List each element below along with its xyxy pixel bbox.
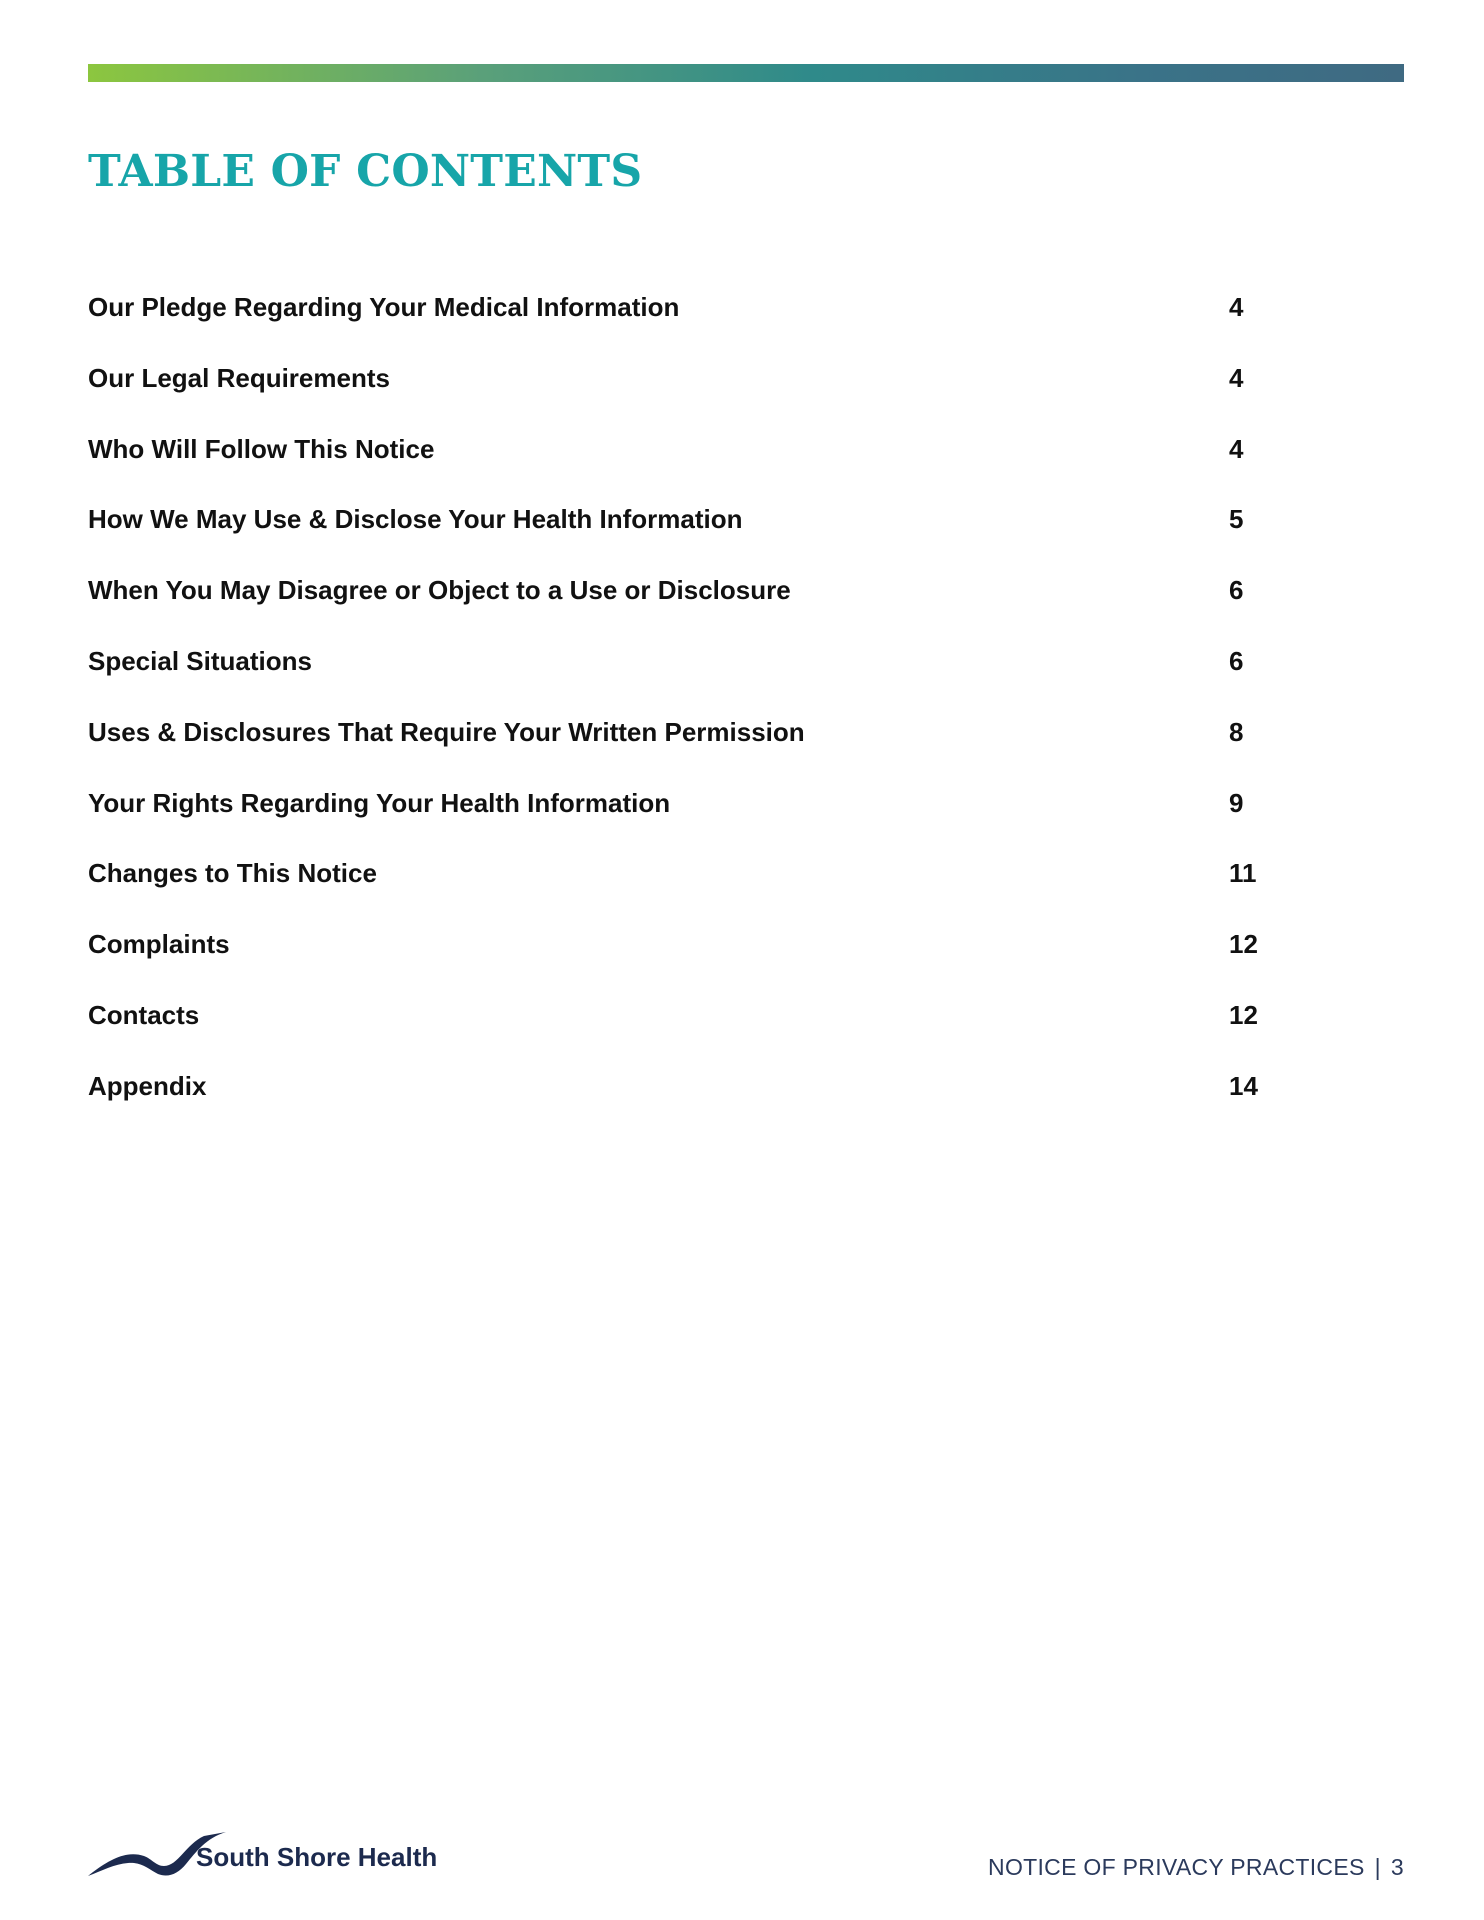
document-title: NOTICE OF PRIVACY PRACTICES bbox=[988, 1854, 1365, 1880]
footer-document-info bbox=[988, 1854, 1404, 1881]
toc-entry-label: Who Will Follow This Notice bbox=[88, 433, 435, 464]
toc-entry-page: 11 bbox=[1229, 858, 1257, 889]
header-gradient-bar bbox=[88, 64, 1404, 82]
toc-entry-label: Uses & Disclosures That Require Your Written Permission bbox=[88, 716, 805, 747]
toc-entry-label: Our Pledge Regarding Your Medical Information bbox=[88, 292, 680, 322]
toc-entry-label: Changes to This Notice bbox=[88, 858, 377, 889]
brand-name: South Shore Health bbox=[196, 1842, 438, 1872]
toc-entry-label: Our Legal Requirements bbox=[88, 362, 390, 393]
footer-logo bbox=[86, 1830, 446, 1880]
toc-entry-label: Special Situations bbox=[88, 645, 312, 676]
toc-entry[interactable] bbox=[88, 569, 1268, 640]
toc-entry[interactable] bbox=[88, 286, 1268, 357]
toc-entry[interactable] bbox=[88, 640, 1268, 711]
toc-entry-page: 6 bbox=[1229, 645, 1244, 676]
toc-entry-page: 9 bbox=[1229, 787, 1244, 818]
toc-entry-label: When You May Disagree or Object to a Use or Disclosure bbox=[88, 575, 791, 606]
toc-entry[interactable] bbox=[88, 923, 1268, 994]
toc-entry-page: 4 bbox=[1229, 362, 1244, 393]
toc-entry-label: Appendix bbox=[88, 1070, 207, 1101]
toc-entry-page: 5 bbox=[1229, 504, 1244, 535]
toc-entry[interactable] bbox=[88, 498, 1268, 569]
toc-entry[interactable] bbox=[88, 428, 1268, 499]
toc-entry-page: 12 bbox=[1229, 999, 1258, 1030]
toc-entry-page: 8 bbox=[1229, 716, 1244, 747]
table-of-contents bbox=[88, 286, 1268, 1136]
page-number: 3 bbox=[1390, 1854, 1404, 1880]
toc-entry-page: 12 bbox=[1229, 929, 1258, 960]
toc-entry[interactable] bbox=[88, 994, 1268, 1065]
footer-separator: | bbox=[1374, 1854, 1381, 1880]
toc-entry[interactable] bbox=[88, 852, 1268, 923]
toc-entry-page: 14 bbox=[1229, 1070, 1258, 1101]
toc-entry[interactable] bbox=[88, 711, 1268, 782]
toc-entry-label: Contacts bbox=[88, 999, 200, 1030]
toc-entry-page: 4 bbox=[1229, 292, 1244, 322]
toc-entry[interactable] bbox=[88, 782, 1268, 853]
toc-entry-page: 6 bbox=[1229, 575, 1244, 606]
toc-entry[interactable] bbox=[88, 357, 1268, 428]
page-title: TABLE OF CONTENTS bbox=[88, 146, 643, 197]
toc-entry-label: How We May Use & Disclose Your Health Information bbox=[88, 504, 743, 535]
toc-entry-label: Complaints bbox=[88, 929, 230, 960]
toc-entry-page: 4 bbox=[1229, 433, 1244, 464]
toc-entry[interactable] bbox=[88, 1065, 1268, 1136]
toc-entry-label: Your Rights Regarding Your Health Information bbox=[88, 787, 671, 818]
